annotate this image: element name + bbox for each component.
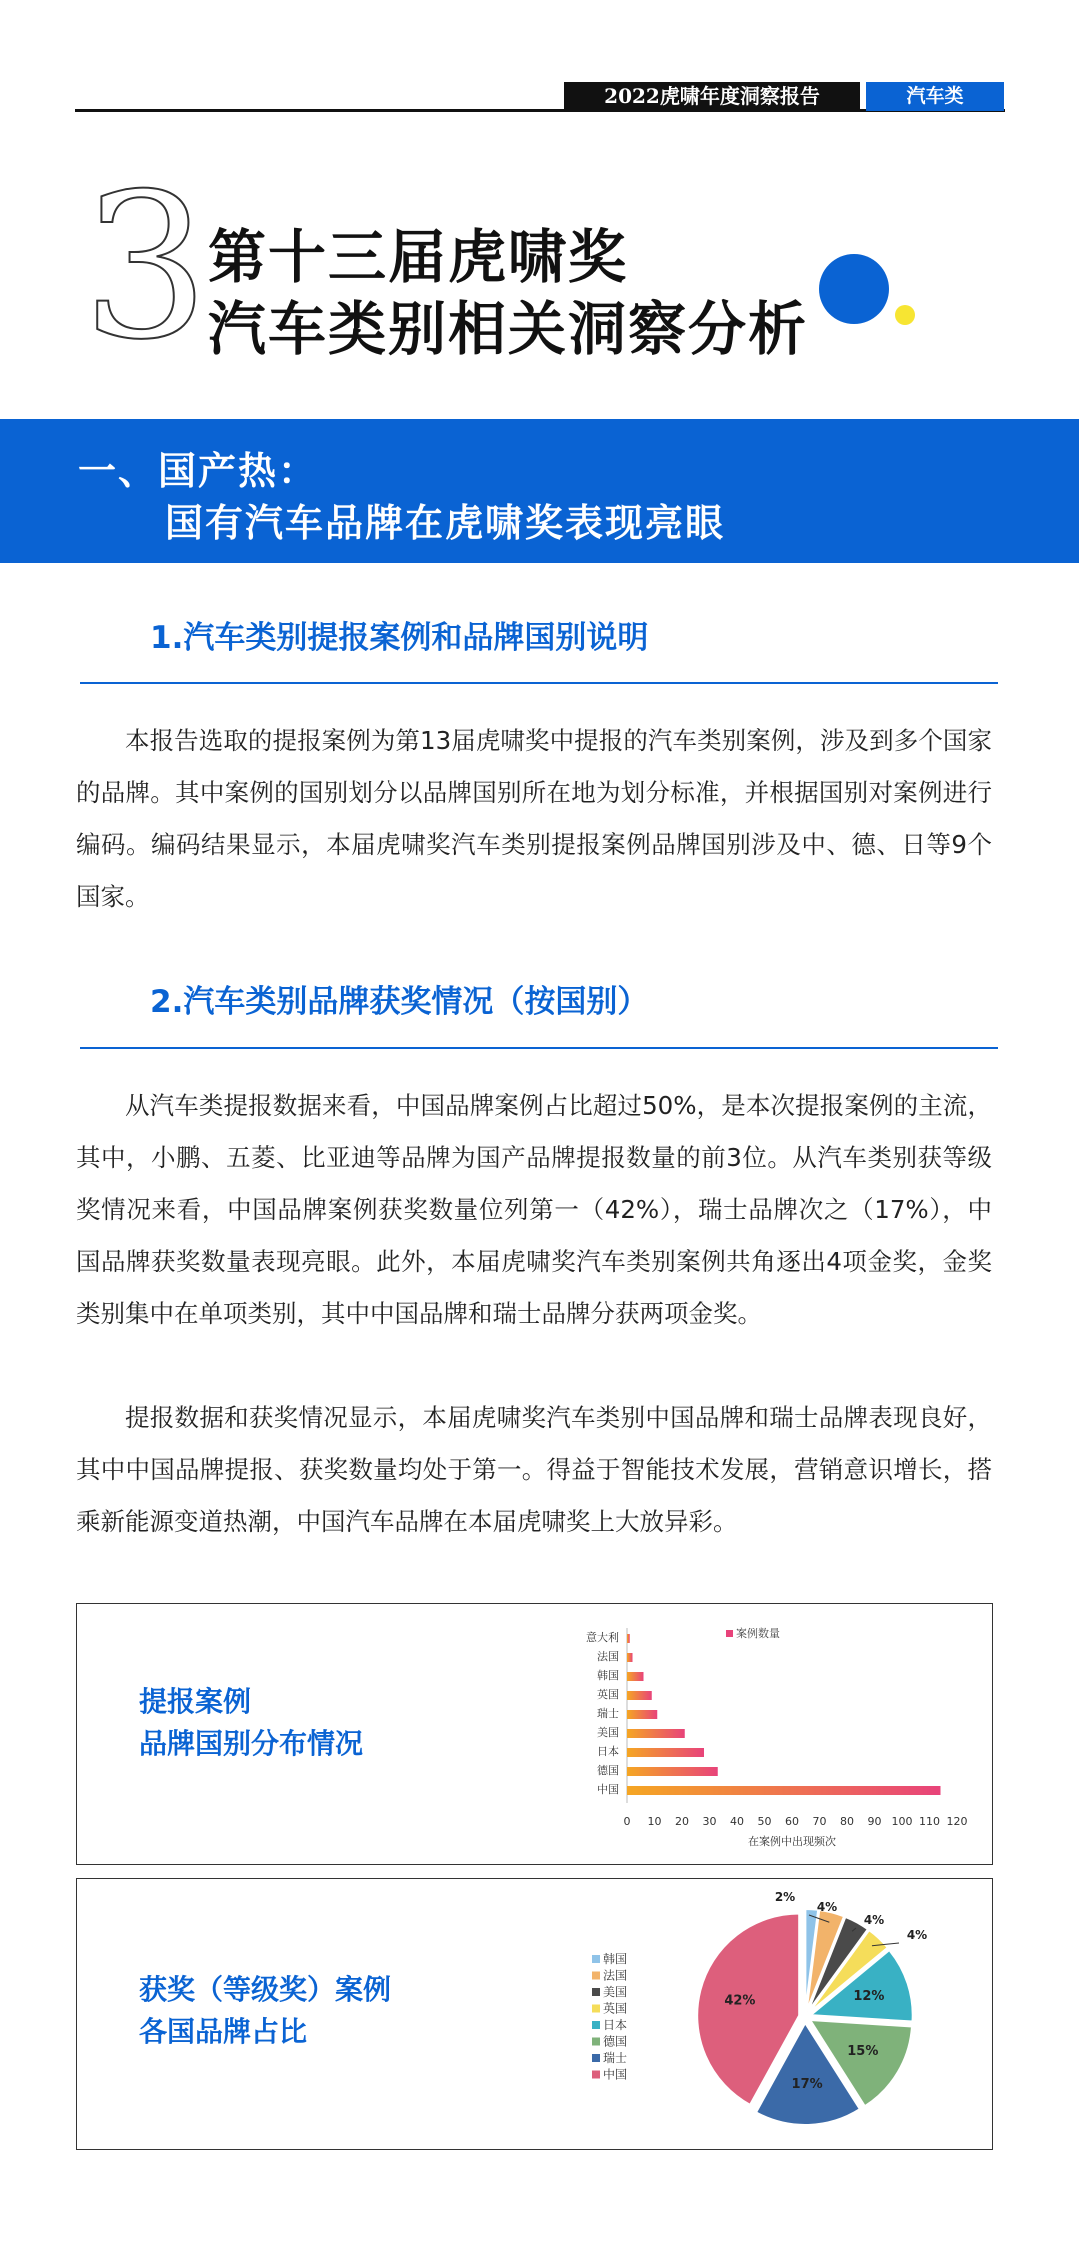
- legend-swatch: [592, 1955, 600, 1963]
- legend-label: 瑞士: [603, 2051, 628, 2065]
- report-title: 2022虎啸年度洞察报告: [564, 82, 860, 111]
- legend-label: 法国: [603, 1968, 628, 1983]
- x-tick-label: 60: [785, 1815, 799, 1828]
- bar: [627, 1634, 630, 1643]
- x-tick-label: 20: [675, 1815, 689, 1828]
- legend-label: 德国: [603, 2034, 628, 2049]
- legend-swatch: [592, 2038, 600, 2046]
- pie-panel-label-line2: 各国品牌占比: [139, 2015, 308, 2048]
- bar: [627, 1748, 704, 1757]
- bar-chart: [477, 1604, 987, 1862]
- x-tick-label: 50: [757, 1815, 772, 1828]
- legend-swatch: [592, 2021, 600, 2029]
- bar: [627, 1786, 941, 1795]
- chapter-number: 3: [82, 151, 210, 384]
- legend-label: 美国: [603, 1985, 628, 1999]
- x-tick-label: 0: [623, 1815, 631, 1828]
- decor-blue-dot: [819, 254, 889, 324]
- x-tick-label: 70: [812, 1815, 827, 1828]
- bar-chart-panel: [76, 1603, 993, 1865]
- legend-swatch: [726, 1630, 733, 1637]
- paragraph-1: 本报告选取的提报案例为第13届虎啸奖中提报的汽车类别案例，涉及到多个国家的品牌。其中案例的国别划分以品牌国别所在地为划分标准，并根据国别对案例进行编码。编码结果显示，本届虎啸奖汽车类别提报案例品牌国别涉及中、德、日等9个国家。: [76, 726, 992, 911]
- bar: [627, 1729, 685, 1738]
- bar: [627, 1653, 633, 1662]
- chapter-title-line2: 汽车类别相关洞察分析: [208, 295, 809, 363]
- legend-label: 日本: [603, 2018, 628, 2032]
- subsection-rule-1: [80, 682, 998, 684]
- pie-data-label: 4%: [816, 1900, 838, 1914]
- pie-chart: [497, 1879, 987, 2147]
- pie-data-label: 4%: [906, 1928, 928, 1942]
- x-tick-label: 110: [919, 1815, 940, 1828]
- bar-category-label: 意大利: [586, 1631, 619, 1644]
- x-tick-label: 40: [730, 1815, 744, 1828]
- pie-panel-label: [139, 1969, 391, 2053]
- pie-data-label: 15%: [847, 2044, 879, 2060]
- pie-chart-panel: [76, 1878, 993, 2150]
- chapter-title-line1: 第十三届虎啸奖: [208, 223, 629, 291]
- category-tab: 汽车类: [866, 82, 1004, 111]
- bar-category-label: 美国: [597, 1726, 619, 1739]
- pie-data-label: 17%: [791, 2077, 823, 2093]
- bar-category-label: 韩国: [597, 1669, 619, 1682]
- bar-panel-label-line2: 品牌国别分布情况: [139, 1727, 364, 1760]
- pie-panel-label-line1: 获奖（等级奖）案例: [139, 1973, 392, 2006]
- x-tick-label: 90: [867, 1815, 882, 1828]
- legend-label: 英国: [603, 2001, 628, 2016]
- bar-category-label: 中国: [597, 1783, 619, 1796]
- legend-label: 中国: [603, 2067, 628, 2082]
- bar: [627, 1672, 644, 1681]
- subsection-rule-2: [80, 1047, 998, 1049]
- x-axis-title: 在案例中出现频次: [748, 1835, 836, 1848]
- section-title-line2: 国有汽车品牌在虎啸奖表现亮眼: [165, 501, 726, 545]
- x-tick-label: 120: [946, 1815, 968, 1828]
- decor-yellow-dot: [895, 305, 915, 325]
- legend-swatch: [592, 2005, 600, 2013]
- legend-label: 案例数量: [736, 1627, 780, 1640]
- x-tick-label: 80: [840, 1815, 854, 1828]
- bar-category-label: 瑞士: [597, 1707, 619, 1720]
- bar-category-label: 英国: [597, 1688, 619, 1701]
- x-tick-label: 100: [891, 1815, 913, 1828]
- bar-panel-label-line1: 提报案例: [139, 1685, 252, 1718]
- subsection-title-1: 1.汽车类别提报案例和品牌国别说明: [150, 620, 649, 656]
- legend-label: 韩国: [603, 1952, 628, 1966]
- x-tick-label: 30: [702, 1815, 717, 1828]
- bar: [627, 1767, 718, 1776]
- subsection-title-2: 2.汽车类别品牌获奖情况（按国别）: [150, 984, 649, 1020]
- section-title-line1: 一、国产热：: [78, 449, 319, 493]
- bar-category-label: 德国: [597, 1764, 619, 1777]
- pie-data-label: 2%: [774, 1890, 796, 1904]
- paragraph-2: 从汽车类提报数据来看，中国品牌案例占比超过50%，是本次提报案例的主流，其中，小鹏、五菱、比亚迪等品牌为国产品牌提报数量的前3位。从汽车类别获等级奖情况来看，中国品牌案例获奖数量位列第一（42%），瑞士品牌次之（17%），中国品牌获奖数量表现亮眼。此外，本届虎啸奖汽车类别案例共角逐出4项金奖，金奖类别集中在单项类别，其中中国品牌和瑞士品牌分获两项金奖。: [76, 1091, 992, 1328]
- legend-swatch: [592, 1972, 600, 1980]
- bar-category-label: 法国: [597, 1650, 619, 1663]
- x-tick-label: 10: [647, 1815, 662, 1828]
- pie-data-label: 4%: [863, 1913, 885, 1927]
- bar-panel-label: [139, 1681, 363, 1765]
- legend-swatch: [592, 2071, 600, 2079]
- bar: [627, 1710, 657, 1719]
- legend-swatch: [592, 2054, 600, 2062]
- pie-data-label: 42%: [724, 1993, 756, 2009]
- paragraph-3: 提报数据和获奖情况显示，本届虎啸奖汽车类别中国品牌和瑞士品牌表现良好，其中中国品牌提报、获奖数量均处于第一。得益于智能技术发展，营销意识增长，搭乘新能源变道热潮，中国汽车品牌在本届虎啸奖上大放异彩。: [76, 1403, 992, 1536]
- legend-swatch: [592, 1988, 600, 1996]
- pie-data-label: 12%: [853, 1989, 885, 2005]
- bar: [627, 1691, 652, 1700]
- bar-category-label: 日本: [597, 1745, 619, 1758]
